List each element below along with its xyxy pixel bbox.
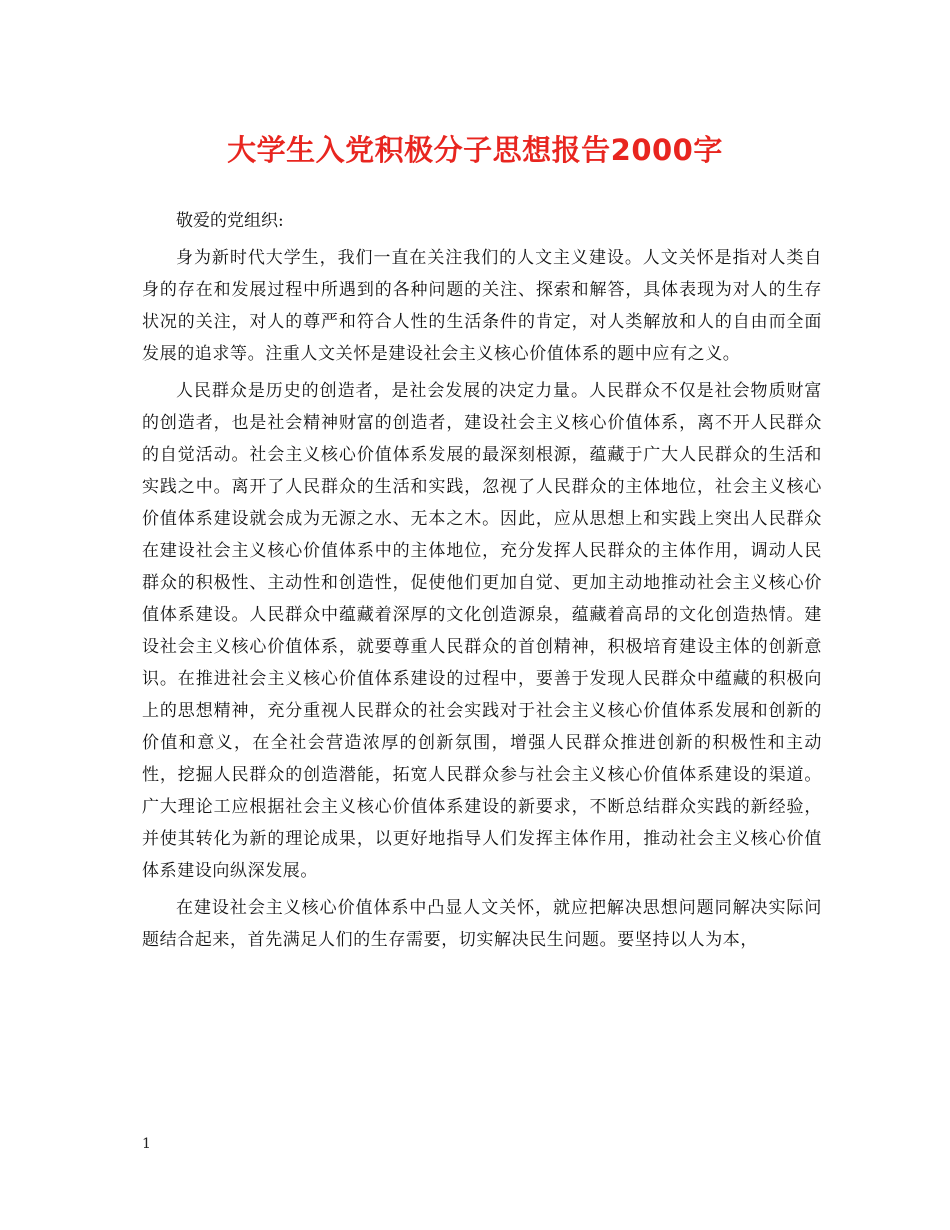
page-number: 1 — [142, 1136, 151, 1152]
salutation: 敬爱的党组织: — [176, 211, 284, 231]
paragraph-2: 人民群众是历史的创造者，是社会发展的决定力量。人民群众不仅是社会物质财富的创造者，也是社会精神财富的创造者，建设社会主义核心价值体系，离不开人民群众的自觉活动。社会主义核心价值体系发展的最深刻根源，蕴藏于广大人民群众的生活和实践之中。离开了人民群众的生活和实践，忽视了人民群众的主体地位，社会主义核心价值体系建设就会成为无源之水、无本之木。因此，应从思想上和实践上突出人民群众在建设社会主义核心价值体系中的主体地位，充分发挥人民群众的主体作用，调动人民群众的积极性、主动性和创造性，促使他们更加自觉、更加主动地推动社会主义核心价值体系建设。人民群众中蕴藏着深厚的文化创造源泉，蕴藏着高昂的文化创造热情。建设社会主义核心价值体系，就要尊重人民群众的首创精神，积极培育建设主体的创新意识。在推进社会主义核心价值体系建设的过程中，要善于发现人民群众中蕴藏的积极向上的思想精神，充分重视人民群众的社会实践对于社会主义核心价值体系发展和创新的价值和意义，在全社会营造浓厚的创新氛围，增强人民群众推进创新的积极性和主动性，挖掘人民群众的创造潜能，拓宽人民群众参与社会主义核心价值体系建设的渠道。广大理论工应根据社会主义核心价值体系建设的新要求，不断总结群众实践的新经验，并使其转化为新的理论成果，以更好地指导人们发挥主体作用，推动社会主义核心价值体系建设向纵深发展。 — [142, 381, 822, 881]
paragraph-1: 身为新时代大学生，我们一直在关注我们的人文主义建设。人文关怀是指对人类自身的存在和发展过程中所遇到的各种问题的关注、探索和解答，具体表现为对人的生存状况的关注，对人的尊严和符合人性的生活条件的肯定，对人类解放和人的自由而全面发展的追求等。注重人文关怀是建设社会主义核心价值体系的题中应有之义。 — [142, 248, 822, 364]
document-title: 大学生入党积极分子思想报告2000字 — [227, 133, 723, 167]
paragraph-3: 在建设社会主义核心价值体系中凸显人文关怀，就应把解决思想问题同解决实际问题结合起来，首先满足人们的生存需要，切实解决民生问题。要坚持以人为本， — [142, 898, 822, 950]
document-body — [142, 205, 822, 956]
